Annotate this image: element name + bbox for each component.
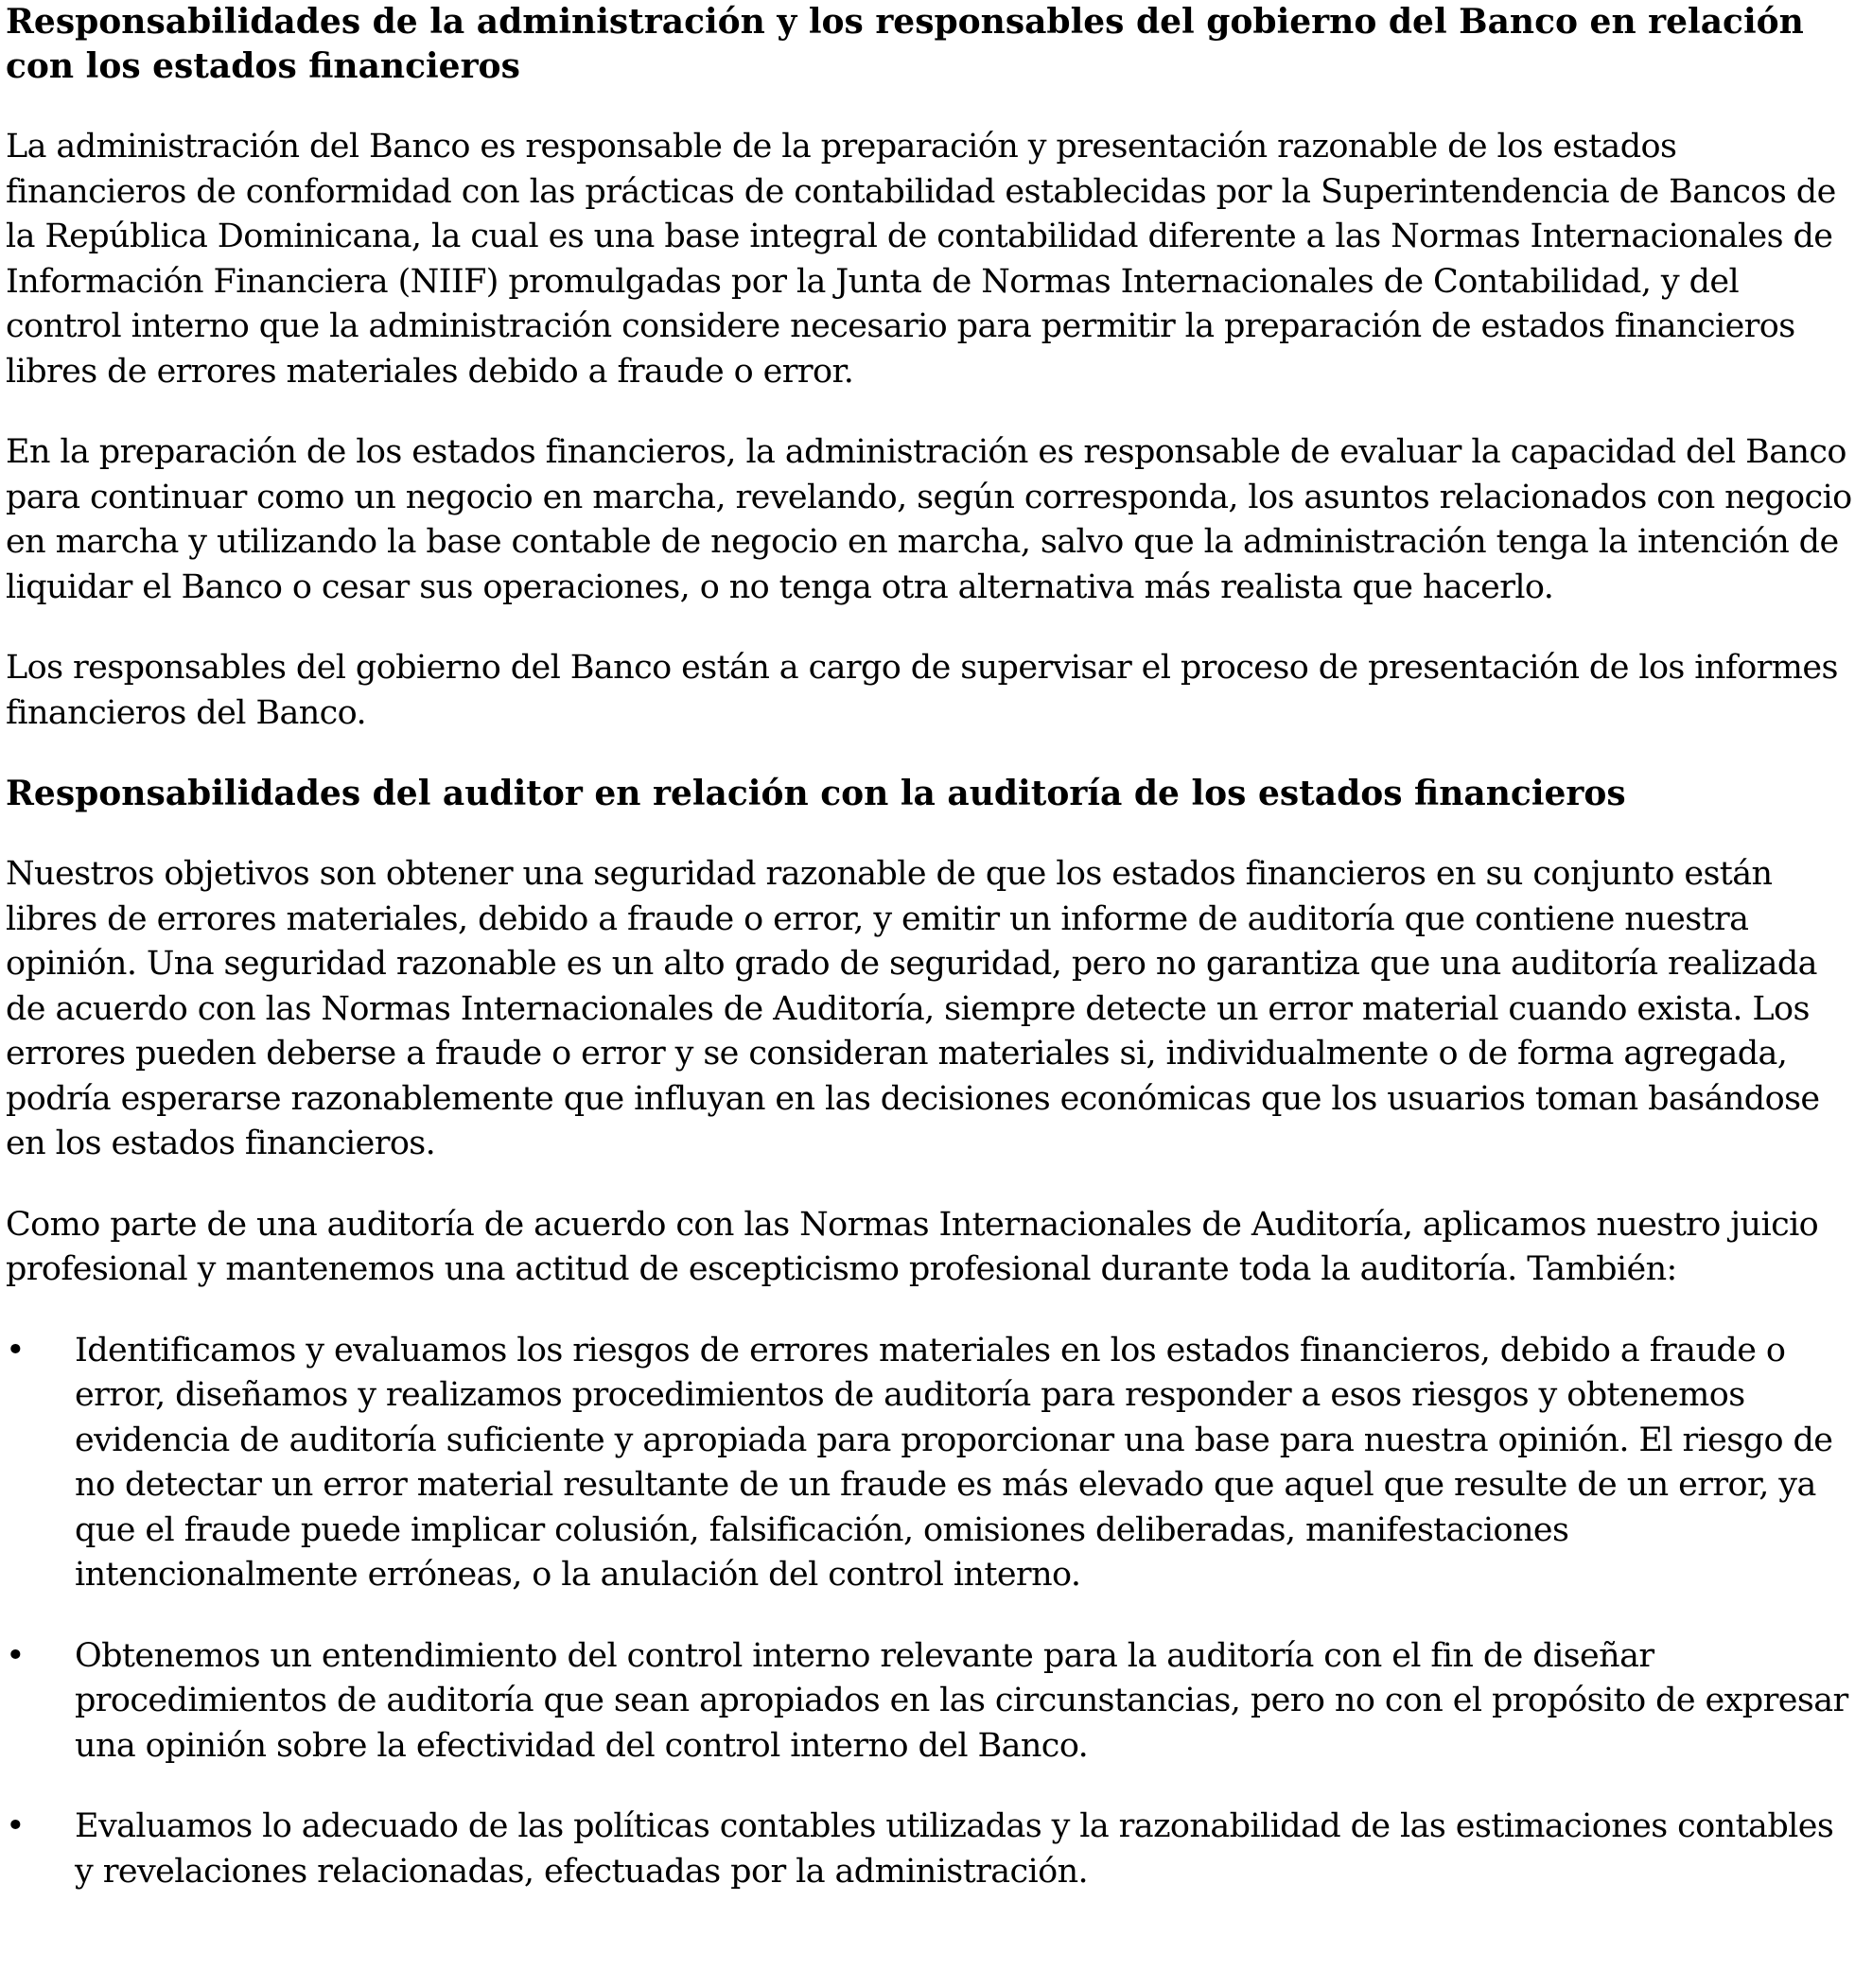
paragraph-management-preparation: La administración del Banco es responsable de la preparación y presentación razonable de los estados financieros de conformidad con las prácticas de contabilidad establecidas por la Superintendencia de Bancos de la República Dominicana, la cual es una base integral de contabilidad diferente a las Normas Internacionales de Información Financiera (NIIF) promulgadas por la Junta de Normas Internacionales de Contabilidad, y del control interno que la administración considere necesario para permitir la preparación de estados financieros libres de errores materiales debido a fraude o error. [6,128,1836,391]
list-item [6,1634,1855,1770]
list-item [6,1805,1855,1894]
paragraph-audit-objectives: Nuestros objetivos son obtener una seguridad razonable de que los estados financieros en su conjunto están libres de errores materiales, debido a fraude o error, y emitir un informe de auditoría que contiene nuestra opinión. Una seguridad razonable es un alto grado de seguridad, pero no garantiza que una auditoría realizada de acuerdo con las Normas Internacionales de Auditoría, siempre detecte un error material cuando exista. Los errores pueden deberse a fraude o error y se consideran materiales si, individualmente o de forma agregada, podría esperarse razonablemente que influyan en las decisiones económicas que los usuarios toman basándose en los estados financieros. [6,855,1820,1162]
paragraph-professional-judgment: Como parte de una auditoría de acuerdo con las Normas Internacionales de Auditoría, aplicamos nuestro juicio profesional y mantenemos una actitud de escepticismo profesional durante toda la auditoría. También: [6,1205,1819,1288]
list-item-text: Obtenemos un entendimiento del control interno relevante para la auditoría con el fin de diseñar procedimientos de auditoría que sean apropiados en las circunstancias, pero no con el propósito de expresar una opinión sobre la efectividad del control interno del Banco. [75,1636,1848,1765]
bullet-icon: • [6,1807,26,1845]
section-heading-auditor-responsibilities: Responsabilidades del auditor en relación con la auditoría de los estados financieros [6,774,1626,813]
list-item-text: Identificamos y evaluamos los riesgos de errores materiales en los estados financieros, debido a fraude o error, diseñamos y realizamos procedimientos de auditoría para responder a esos riesgos y obtenemos evidencia de auditoría suficiente y apropiada para proporcionar una base para nuestra opinión. El riesgo de no detectar un error material resultante de un fraude es más elevado que aquel que resulte de un error, ya que el fraude puede implicar colusión, falsificación, omisiones deliberadas, manifestaciones intencionalmente erróneas, o la anulación del control interno. [75,1331,1833,1594]
bullet-icon: • [6,1331,26,1369]
bullet-icon: • [6,1636,26,1675]
paragraph-going-concern: En la preparación de los estados financieros, la administración es responsable de evaluar la capacidad del Banco para continuar como un negocio en marcha, revelando, según corresponda, los asuntos relacionados con negocio en marcha y utilizando la base contable de negocio en marcha, salvo que la administración tenga la intención de liquidar el Banco o cesar sus operaciones, o no tenga otra alternativa más realista que hacerlo. [6,433,1852,606]
audit-procedures-list [6,1329,1855,1895]
section-heading-management-responsibilities: Responsabilidades de la administración y los responsables del gobierno del Banco en relación con los estados financieros [6,2,1804,86]
paragraph-governance-oversight: Los responsables del gobierno del Banco están a cargo de supervisar el proceso de presentación de los informes financieros del Banco. [6,649,1838,732]
list-item-text: Evaluamos lo adecuado de las políticas contables utilizadas y la razonabilidad de las estimaciones contables y revelaciones relacionadas, efectuadas por la administración. [75,1807,1834,1891]
list-item [6,1329,1855,1598]
document-page [6,0,1855,1930]
